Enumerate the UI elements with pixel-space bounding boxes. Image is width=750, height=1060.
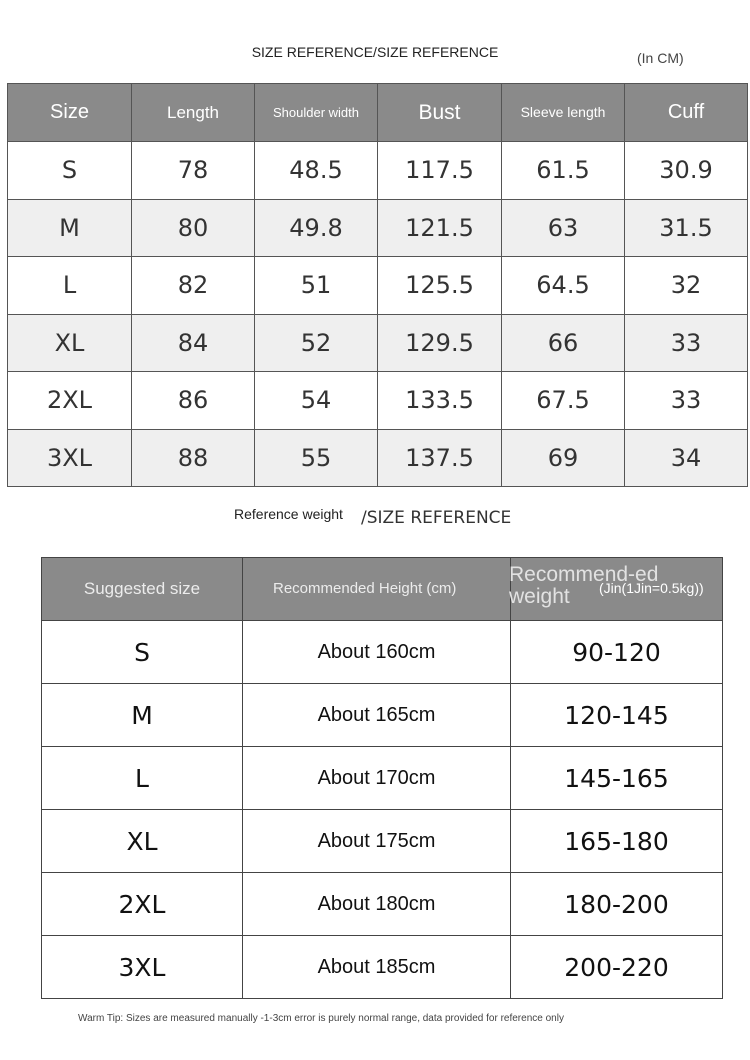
reference-weight-title: Reference weight: [234, 506, 343, 522]
cell-bust: 137.5: [378, 429, 502, 487]
cell-suggested-size: XL: [42, 810, 243, 873]
cell-suggested-size: M: [42, 684, 243, 747]
cell-height: About 165cm: [243, 684, 511, 747]
cell-length: 86: [132, 372, 255, 430]
cell-size: 2XL: [8, 372, 132, 430]
cell-cuff: 34: [625, 429, 748, 487]
cell-bust: 125.5: [378, 257, 502, 315]
header-sleeve-length: Sleeve length: [502, 84, 625, 142]
cell-height: About 180cm: [243, 873, 511, 936]
cell-cuff: 30.9: [625, 142, 748, 200]
cell-shoulder: 55: [255, 429, 378, 487]
cell-height: About 185cm: [243, 936, 511, 999]
cell-cuff: 33: [625, 314, 748, 372]
table-row: [8, 199, 748, 257]
size-reference-title: SIZE REFERENCE/SIZE REFERENCE: [251, 44, 499, 60]
table-row: [42, 684, 723, 747]
cell-length: 80: [132, 199, 255, 257]
table-row: [8, 257, 748, 315]
header-bust: Bust: [378, 84, 502, 142]
cell-length: 78: [132, 142, 255, 200]
cell-suggested-size: L: [42, 747, 243, 810]
header-size: Size: [8, 84, 132, 142]
cell-size: XL: [8, 314, 132, 372]
table-row: [8, 372, 748, 430]
cell-weight: 120-145: [511, 684, 723, 747]
cell-height: About 175cm: [243, 810, 511, 873]
table-row: [42, 747, 723, 810]
cell-sleeve: 69: [502, 429, 625, 487]
size-table: [7, 83, 748, 487]
header-suggested-size: Suggested size: [42, 558, 243, 621]
cell-height: About 170cm: [243, 747, 511, 810]
cell-cuff: 33: [625, 372, 748, 430]
warm-tip: Warm Tip: Sizes are measured manually -1-3cm error is purely normal range, data provided for reference only: [78, 1013, 564, 1024]
table-row: [8, 314, 748, 372]
table-row: [42, 621, 723, 684]
cell-sleeve: 63: [502, 199, 625, 257]
cell-height: About 160cm: [243, 621, 511, 684]
table-row: [42, 936, 723, 999]
cell-length: 82: [132, 257, 255, 315]
cell-shoulder: 52: [255, 314, 378, 372]
header-recommended-weight: [511, 558, 723, 621]
cell-cuff: 31.5: [625, 199, 748, 257]
cell-bust: 133.5: [378, 372, 502, 430]
header-shoulder-width: Shoulder width: [255, 84, 378, 142]
table-row: [8, 429, 748, 487]
cell-bust: 117.5: [378, 142, 502, 200]
cell-suggested-size: 2XL: [42, 873, 243, 936]
cell-bust: 129.5: [378, 314, 502, 372]
cell-weight: 165-180: [511, 810, 723, 873]
reference-weight-subtitle: /SIZE REFERENCE: [361, 508, 512, 528]
table-row: [42, 810, 723, 873]
weight-table: [41, 557, 723, 999]
cell-length: 84: [132, 314, 255, 372]
cell-shoulder: 48.5: [255, 142, 378, 200]
header-cuff: Cuff: [625, 84, 748, 142]
table-row: [42, 873, 723, 936]
cell-weight: 145-165: [511, 747, 723, 810]
cell-bust: 121.5: [378, 199, 502, 257]
header-recommended-weight-label: Recommend-ed weight: [509, 563, 659, 608]
size-table-header-row: [8, 84, 748, 142]
cell-shoulder: 49.8: [255, 199, 378, 257]
cell-sleeve: 61.5: [502, 142, 625, 200]
cell-size: 3XL: [8, 429, 132, 487]
cell-sleeve: 66: [502, 314, 625, 372]
cell-weight: 180-200: [511, 873, 723, 936]
cell-length: 88: [132, 429, 255, 487]
cell-size: S: [8, 142, 132, 200]
cell-suggested-size: S: [42, 621, 243, 684]
cell-suggested-size: 3XL: [42, 936, 243, 999]
cell-weight: 90-120: [511, 621, 723, 684]
cell-size: L: [8, 257, 132, 315]
cell-sleeve: 64.5: [502, 257, 625, 315]
cell-weight: 200-220: [511, 936, 723, 999]
table-row: [8, 142, 748, 200]
weight-table-header-row: [42, 558, 723, 621]
header-weight-unit-note: (Jin(1Jin=0.5kg)): [599, 580, 704, 596]
cell-size: M: [8, 199, 132, 257]
cell-sleeve: 67.5: [502, 372, 625, 430]
header-length: Length: [132, 84, 255, 142]
unit-label: (In CM): [637, 50, 684, 66]
cell-shoulder: 51: [255, 257, 378, 315]
header-recommended-height: Recommended Height (cm): [243, 558, 511, 621]
cell-shoulder: 54: [255, 372, 378, 430]
cell-cuff: 32: [625, 257, 748, 315]
